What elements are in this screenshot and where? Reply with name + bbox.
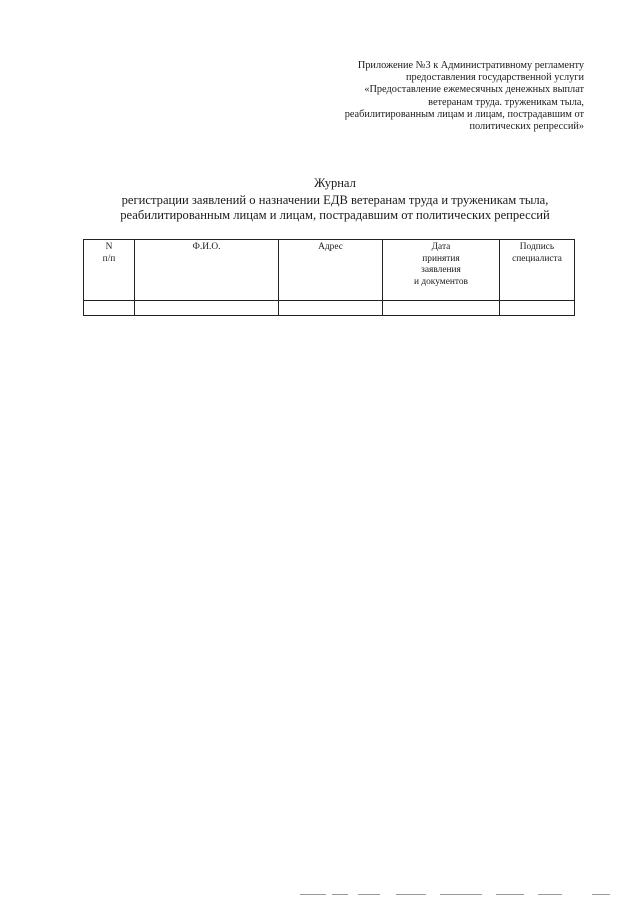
header-fio: [135, 240, 279, 301]
journal-subtitle-line: реабилитированным лицам и лицам, пострадавшим от политических репрессий: [120, 208, 550, 222]
header-num-line: N: [105, 242, 113, 252]
scan-mark: [300, 894, 326, 895]
appendix-line: ветеранам труда. труженикам тыла,: [428, 96, 584, 108]
header-date-line: и документов: [413, 276, 468, 287]
header-signature-line: Подпись: [519, 242, 555, 252]
header-signature: [500, 240, 575, 301]
scan-mark: [496, 894, 524, 895]
table-cell: [500, 301, 575, 316]
scan-mark: [592, 894, 610, 895]
scan-mark: [440, 894, 482, 895]
header-date-line: Дата: [431, 242, 451, 252]
header-date: [383, 240, 500, 301]
appendix-line: Приложение №3 к Административному регламенту: [357, 60, 584, 71]
header-address-line: Адрес: [318, 242, 343, 252]
header-num-line: п/п: [102, 253, 116, 264]
scan-mark: [332, 894, 348, 895]
scan-mark: [538, 894, 562, 895]
header-date-line: принятия: [422, 253, 460, 264]
table-row: [84, 301, 575, 316]
table-cell: [135, 301, 279, 316]
header-date-line: заявления: [421, 265, 461, 276]
appendix-line: реабилитированным лицам и лицам, пострадавшим от: [344, 108, 584, 120]
header-fio-line: Ф.И.О.: [192, 242, 221, 252]
registration-table: [83, 239, 575, 316]
table-cell: [84, 301, 135, 316]
table-cell: [383, 301, 500, 316]
scan-mark: [396, 894, 426, 895]
table-header-row: [84, 240, 575, 301]
header-address: [279, 240, 383, 301]
scan-edge-marks: [300, 893, 620, 897]
appendix-line: предоставления государственной услуги: [406, 72, 584, 84]
appendix-line: «Предоставление ежемесячных денежных выплат: [364, 84, 584, 96]
appendix-line: политических репрессий»: [469, 121, 584, 133]
table-cell: [279, 301, 383, 316]
header-signature-line: специалиста: [512, 253, 562, 264]
appendix-note: [284, 60, 584, 133]
scan-mark: [358, 894, 380, 895]
header-num: [84, 240, 135, 301]
journal-title: Журнал: [314, 176, 356, 190]
journal-subtitle-line: регистрации заявлений о назначении ЕДВ ветеранам труда и труженикам тыла,: [121, 193, 549, 207]
journal-subtitle: [0, 193, 635, 223]
